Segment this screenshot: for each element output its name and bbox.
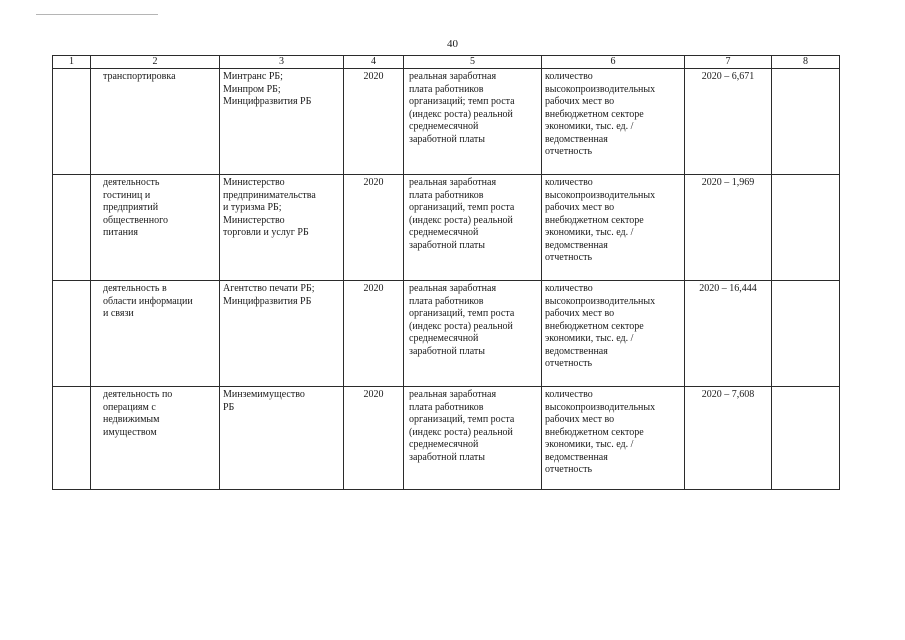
row-index-cell	[53, 69, 91, 175]
cell-text: реальная заработная плата работников организаций; темп роста (индекс роста) реальной среднемесячной заработной платы	[409, 71, 515, 145]
year-cell	[344, 69, 404, 175]
indicator-cell	[404, 281, 542, 387]
cell-text: количество высокопроизводительных рабочих мест во внебюджетном секторе экономики, тыс. ед. / ведомственная отчетность	[545, 71, 656, 157]
cell-text: Минтранс РБ; Минпром РБ; Минцифразвития РБ	[223, 71, 312, 107]
table-header-row	[53, 56, 840, 69]
cell-text: Минземимущество РБ	[223, 389, 305, 413]
note-cell	[772, 175, 840, 281]
indicator-cell	[404, 69, 542, 175]
cell-text: реальная заработная плата работников организаций, темп роста (индекс роста) реальной среднемесячной заработной платы	[409, 283, 515, 357]
cell-text: деятельность по операциям с недвижимым имуществом	[103, 389, 173, 438]
cell-text: 2020	[363, 389, 384, 400]
row-index-cell	[53, 387, 91, 490]
responsible-cell	[220, 175, 344, 281]
column-number-3: 3	[220, 56, 344, 69]
cell-text: количество высокопроизводительных рабочих мест во внебюджетном секторе экономики, тыс. ед. / ведомственная отчетность	[545, 283, 656, 369]
measure-cell	[542, 69, 685, 175]
page-number: 40	[447, 38, 458, 50]
cell-text: количество высокопроизводительных рабочих мест во внебюджетном секторе экономики, тыс. ед. / ведомственная отчетность	[545, 389, 656, 475]
cell-text: реальная заработная плата работников организаций, темп роста (индекс роста) реальной среднемесячной заработной платы	[409, 177, 515, 251]
column-number-6: 6	[542, 56, 685, 69]
indicator-cell	[404, 175, 542, 281]
value-cell	[685, 387, 772, 490]
responsible-cell	[220, 281, 344, 387]
activity-cell	[91, 281, 220, 387]
cell-text: 2020 – 16,444	[699, 283, 757, 294]
indicator-cell	[404, 387, 542, 490]
cell-text: 2020	[363, 283, 384, 294]
cell-text: 2020 – 6,671	[701, 71, 755, 82]
cell-text: реальная заработная плата работников организаций, темп роста (индекс роста) реальной среднемесячной заработной платы	[409, 389, 515, 463]
cell-text: 2020	[363, 71, 384, 82]
cell-text: 2020 – 7,608	[701, 389, 755, 400]
table-row	[53, 69, 840, 175]
value-cell	[685, 175, 772, 281]
cell-text: транспортировка	[103, 71, 176, 82]
column-number-1: 1	[53, 56, 91, 69]
cell-text: 2020 – 1,969	[701, 177, 755, 188]
note-cell	[772, 69, 840, 175]
cell-text: Министерство предпринимательства и туризма РБ; Министерство торговли и услуг РБ	[223, 177, 316, 238]
year-cell	[344, 175, 404, 281]
table-row	[53, 281, 840, 387]
year-cell	[344, 387, 404, 490]
year-cell	[344, 281, 404, 387]
value-cell	[685, 281, 772, 387]
measure-cell	[542, 175, 685, 281]
column-number-7: 7	[685, 56, 772, 69]
table-row	[53, 387, 840, 490]
column-number-4: 4	[344, 56, 404, 69]
cell-text: количество высокопроизводительных рабочих мест во внебюджетном секторе экономики, тыс. ед. / ведомственная отчетность	[545, 177, 656, 263]
column-number-8: 8	[772, 56, 840, 69]
column-number-5: 5	[404, 56, 542, 69]
cell-text: деятельность в области информации и связи	[103, 283, 193, 319]
column-number-2: 2	[91, 56, 220, 69]
table-row	[53, 175, 840, 281]
activity-cell	[91, 387, 220, 490]
value-cell	[685, 69, 772, 175]
note-cell	[772, 281, 840, 387]
cell-text: деятельность гостиниц и предприятий общественного питания	[103, 177, 168, 238]
document-table	[52, 55, 840, 490]
measure-cell	[542, 387, 685, 490]
responsible-cell	[220, 387, 344, 490]
header-rule	[36, 14, 158, 15]
cell-text: Агентство печати РБ; Минцифразвития РБ	[223, 283, 315, 307]
row-index-cell	[53, 281, 91, 387]
row-index-cell	[53, 175, 91, 281]
activity-cell	[91, 175, 220, 281]
cell-text: 2020	[363, 177, 384, 188]
note-cell	[772, 387, 840, 490]
responsible-cell	[220, 69, 344, 175]
activity-cell	[91, 69, 220, 175]
measure-cell	[542, 281, 685, 387]
